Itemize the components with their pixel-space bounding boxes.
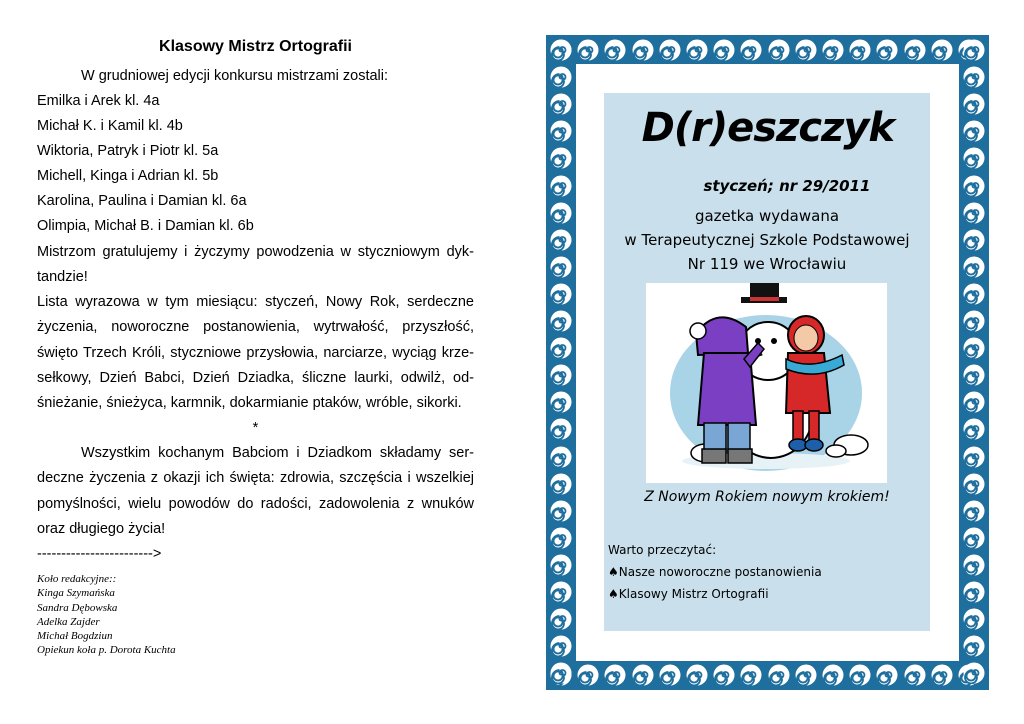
spiral-ornament [550,147,572,169]
credits-line: Sandra Dębowska [37,601,118,614]
spiral-ornament [795,39,817,61]
spiral-ornament [963,418,985,440]
intro-text: W grudniowej edycji konkursu mistrzami zostali: [81,68,389,84]
wishes-text: Wszystkim kochanym Babciom i Dziadkom składamy ser- [81,445,474,461]
winner-line: Michał K. i Kamil kl. 4b [37,118,183,134]
spiral-ornament [963,635,985,657]
spiral-ornament [550,527,572,549]
credits-line: Michał Bogdziun [37,630,113,643]
spiral-ornament [550,473,572,495]
separator: * [252,420,259,436]
spiral-ornament [550,39,572,61]
word-list-text: święto Trzech Króli, styczniowe przysłowia, narciarze, wyciąg krze- [37,345,474,361]
spiral-ornament [822,39,844,61]
spiral-ornament [963,283,985,305]
spiral-ornament [550,175,572,197]
cover-panel [604,93,930,631]
spiral-ornament [550,391,572,413]
contents-item: ♠Klasowy Mistrz Ortografii [608,587,769,601]
contents-box [608,539,822,605]
spiral-ornament [550,446,572,468]
spiral-ornament [659,664,681,686]
spiral-ornament [931,39,953,61]
spiral-ornament [904,664,926,686]
spiral-ornament [550,500,572,522]
spiral-ornament [550,120,572,142]
spiral-ornament [963,554,985,576]
newsletter-title: D(r)eszczyk [641,105,894,151]
spiral-ornament [849,664,871,686]
credits-line: Koło redakcyjne:: [37,573,117,585]
spiral-ornament [963,446,985,468]
spiral-ornament [963,391,985,413]
winner-line: Michell, Kinga i Adrian kl. 5b [37,168,219,184]
spiral-ornament [963,527,985,549]
spiral-ornament [577,39,599,61]
wishes-text: deczne życzenia z okazji ich święta: zdrowia, szczęścia i wszelkiej [37,470,474,486]
subtitle-line: Nr 119 we Wrocławiu [687,255,847,273]
word-list-text: życzenia, noworoczne postanowienia, wytrwałość, przyszłość, [37,319,474,335]
spiral-ornament [632,39,654,61]
slogan: Z Nowym Rokiem nowym krokiem! [644,489,890,505]
subtitle-line: w Terapeutycznej Szkole Podstawowej [624,231,910,249]
spiral-ornament [659,39,681,61]
wishes-text: pomyślności, wielu powodów do radości, zadowolenia z wnuków [37,496,474,512]
credits-line: Adelka Zajder [37,615,100,628]
spiral-ornament [550,337,572,359]
spiral-ornament [550,608,572,630]
spiral-ornament [713,664,735,686]
word-list-text: Lista wyrazowa w tym miesiącu: styczeń, Nowy Rok, serdeczne [37,294,474,310]
spiral-ornament [550,202,572,224]
spiral-ornament [963,93,985,115]
spiral-ornament [768,39,790,61]
spiral-ornament [686,664,708,686]
spiral-ornament [550,283,572,305]
winner-line: Emilka i Arek kl. 4a [37,93,160,109]
word-list-text: sełkowy, Dzień Babci, Dzień Dziadka, śliczne laurki, odwilż, od- [37,370,474,386]
spiral-ornament [963,202,985,224]
credits-line: Kinga Szymańska [37,587,115,600]
spiral-ornament [795,664,817,686]
spiral-ornament [963,229,985,251]
spiral-ornament [604,39,626,61]
congrats-text: Mistrzom gratulujemy i życzymy powodzenia w styczniowym dyk- [37,244,474,260]
spiral-ornament [876,39,898,61]
spiral-ornament [577,664,599,686]
spiral-ornament [768,664,790,686]
issue-label: styczeń; nr 29/2011 [703,177,871,195]
contents-label: Warto przeczytać: [608,543,717,557]
spiral-ornament [963,662,985,684]
spiral-ornament [963,147,985,169]
spiral-ornament [963,256,985,278]
subtitle-line: gazetka wydawana [694,207,840,225]
credits-line: Opiekun koła p. Dorota Kuchta [37,644,176,657]
spiral-ornament [963,608,985,630]
spiral-ornament [931,664,953,686]
spiral-ornament [963,66,985,88]
spiral-ornament [963,120,985,142]
spiral-ornament [550,635,572,657]
spiral-ornament [963,473,985,495]
spiral-ornament [550,581,572,603]
winner-line: Olimpia, Michał B. i Damian kl. 6b [37,218,254,234]
spiral-ornament [550,256,572,278]
spiral-ornament [740,664,762,686]
spiral-ornament [849,39,871,61]
spiral-ornament [550,66,572,88]
winner-line: Karolina, Paulina i Damian kl. 6a [37,193,247,209]
spiral-ornament [963,175,985,197]
editorial-credits [37,572,176,658]
spiral-ornament [963,581,985,603]
spiral-ornament [550,229,572,251]
continue-arrow: ------------------------> [37,546,162,562]
spiral-ornament [550,662,572,684]
spiral-ornament [550,364,572,386]
article-heading: Klasowy Mistrz Ortografii [159,38,352,55]
spiral-ornament [822,664,844,686]
winner-line: Wiktoria, Patryk i Piotr kl. 5a [37,143,219,159]
spiral-ornament [550,418,572,440]
spiral-ornament [740,39,762,61]
spiral-ornament [686,39,708,61]
spiral-ornament [604,664,626,686]
spiral-ornament [963,337,985,359]
word-list-text: śnieżanie, śnieżyca, karmnik, dokarmianie ptaków, wróble, sikorki. [37,395,462,411]
spiral-ornament [904,39,926,61]
spiral-ornament [550,93,572,115]
congrats-text: tandzie! [37,269,88,285]
spiral-ornament [963,500,985,522]
wishes-text: oraz długiego życia! [37,521,166,537]
spiral-ornament [550,310,572,332]
spiral-ornament [632,664,654,686]
spiral-ornament [963,39,985,61]
spiral-ornament [876,664,898,686]
spiral-ornament [550,554,572,576]
spiral-ornament [713,39,735,61]
spiral-ornament [963,364,985,386]
spiral-ornament [963,310,985,332]
snowman-illustration [646,283,887,483]
contents-item: ♠Nasze noworoczne postanowienia [608,565,822,579]
